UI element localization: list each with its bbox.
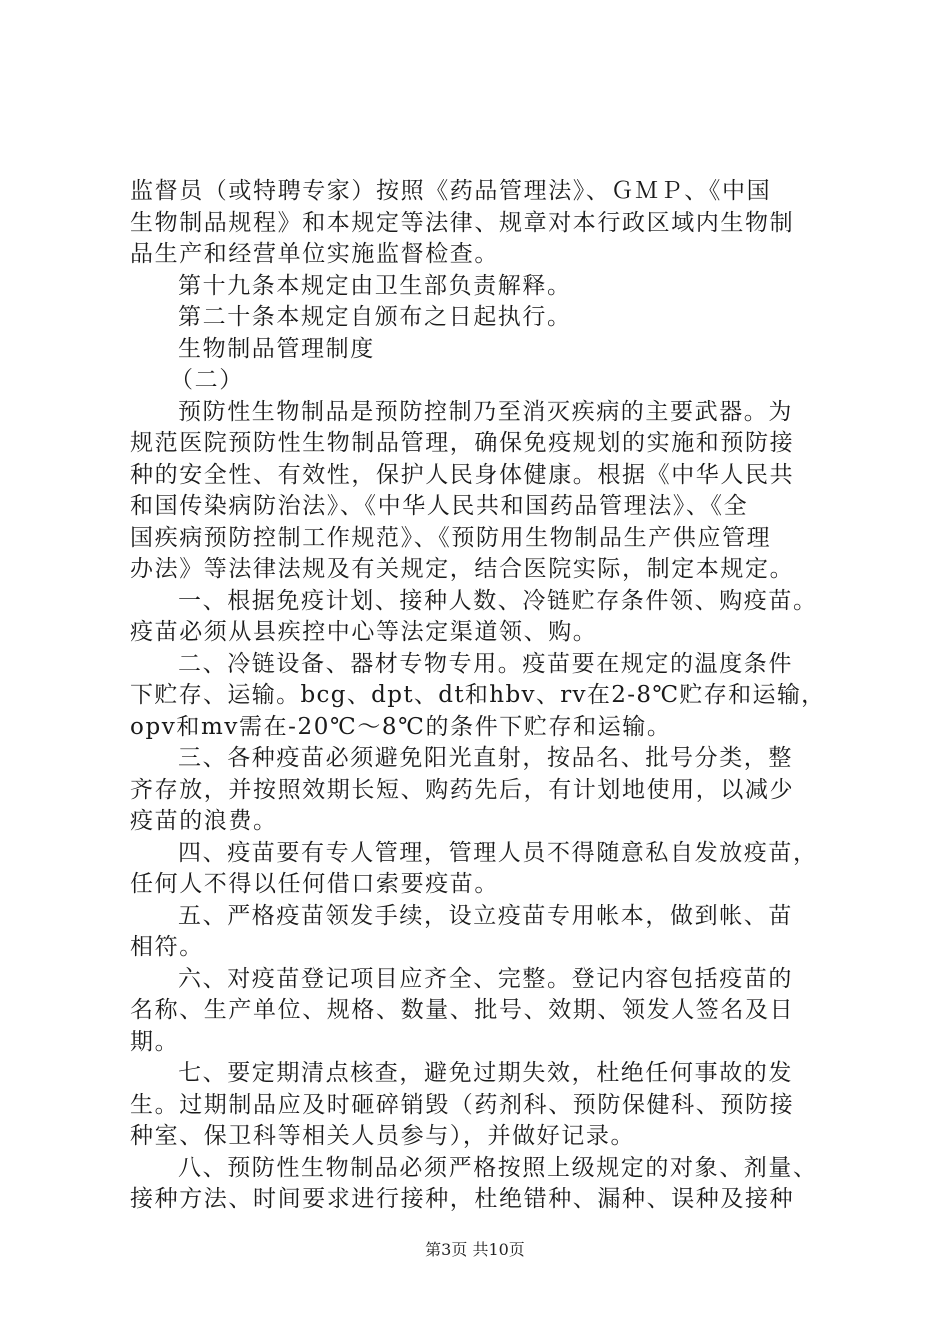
text-line: 国疾病预防控制工作规范》、《预防用生物制品生产供应管理 [130, 524, 772, 551]
text-line: 接种方法、时间要求进行接种，杜绝错种、漏种、误种及接种 [130, 1186, 795, 1212]
text-line: 第十九条本规定由卫生部负责解释。 [178, 272, 572, 299]
text-line: 监督员（或特聘专家）按照《药品管理法》、ＧＭＰ、《中国 [130, 178, 772, 204]
text-line: 任何人不得以任何借口索要疫苗。 [130, 871, 499, 897]
text-line: 期。 [130, 1028, 180, 1055]
text-line: 生物制品管理制度 [178, 335, 375, 362]
text-line: 名称、生产单位、规格、数量、批号、效期、领发人签名及日 [130, 997, 795, 1023]
text-line: 八、预防性生物制品必须严格按照上级规定的对象、剂量、 [178, 1154, 818, 1181]
text-line: 一、根据免疫计划、接种人数、冷链贮存条件领、购疫苗。 [178, 587, 818, 614]
text-line: 七、要定期清点核查，避免过期失效，杜绝任何事故的发 [178, 1060, 793, 1086]
text-line: （二） [170, 367, 244, 393]
text-line: 四、疫苗要有专人管理，管理人员不得随意私自发放疫苗， [178, 839, 818, 866]
text-line: 二、冷链设备、器材专物专用。疫苗要在规定的温度条件 [178, 650, 793, 677]
page-footer: 第3页 共10页 [425, 1240, 525, 1259]
text-line: 相符。 [130, 934, 204, 960]
text-line: 品生产和经营单位实施监督检查。 [130, 241, 499, 267]
text-line: 齐存放，并按照效期长短、购药先后，有计划地使用，以减少 [130, 776, 795, 803]
text-line: 五、严格疫苗领发手续，设立疫苗专用帐本，做到帐、苗 [178, 902, 793, 929]
text-line: 下贮存、运输。bcg、dpt、dt和hbv、rv在2-8℃贮存和运输， [130, 682, 826, 708]
text-line: 预防性生物制品是预防控制乃至消灭疾病的主要武器。为 [178, 398, 793, 425]
text-line: opv和mv需在-20℃～8℃的条件下贮存和运输。 [130, 713, 672, 740]
text-line: 六、对疫苗登记项目应齐全、完整。登记内容包括疫苗的 [178, 965, 793, 992]
text-line: 疫苗的浪费。 [130, 808, 278, 834]
text-line: 规范医院预防性生物制品管理，确保免疫规划的实施和预防接 [130, 430, 795, 456]
text-line: 疫苗必须从县疾控中心等法定渠道领、购。 [130, 619, 598, 645]
text-line: 第二十条本规定自颁布之日起执行。 [178, 304, 572, 330]
text-line: 种室、保卫科等相关人员参与），并做好记录。 [130, 1123, 636, 1149]
text-line: 种的安全性、有效性，保护人民身体健康。根据《中华人民共 [130, 461, 795, 488]
text-line: 生。过期制品应及时砸碎销毁（药剂科、预防保健科、预防接 [130, 1091, 795, 1118]
text-line: 三、各种疫苗必须避免阳光直射，按品名、批号分类，整 [178, 745, 793, 771]
text-line: 和国传染病防治法》、《中华人民共和国药品管理法》、《全 [130, 493, 749, 519]
text-line: 生物制品规程》和本规定等法律、规章对本行政区域内生物制 [130, 209, 795, 236]
text-line: 办法》等法律法规及有关规定，结合医院实际，制定本规定。 [130, 556, 795, 582]
document-body [130, 176, 828, 1216]
